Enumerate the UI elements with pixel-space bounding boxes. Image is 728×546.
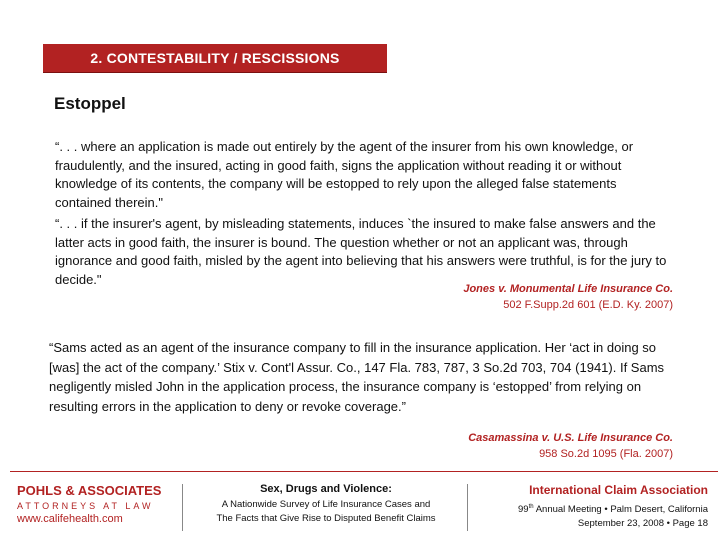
footer-firm-block — [17, 483, 161, 525]
footer-event-block — [468, 483, 708, 531]
citation-jones-reporter: 502 F.Supp.2d 601 (E.D. Ky. 2007) — [503, 299, 673, 311]
footer-separator-left — [182, 484, 183, 531]
section-header-title: 2. CONTESTABILITY / RESCISSIONS — [90, 50, 340, 66]
firm-name: POHLS & ASSOCIATES — [17, 483, 162, 498]
quote-second: “. . . if the insurer's agent, by misleading statements, induces `the insured to make false answers and the latter acts in good faith, the insurer is bound. The question whether or not an applicant was, through ignorance and good faith, misled by the agent into believing that his answers were truthful, is for the jury to decide." — [55, 216, 667, 287]
event-organization: International Claim Association — [529, 483, 708, 497]
citation-jones-case: Jones v. Monumental Life Insurance Co. — [463, 283, 673, 295]
presentation-title: Sex, Drugs and Violence: — [260, 483, 392, 495]
presentation-subtitle-line2: The Facts that Give Rise to Disputed Benefit Claims — [216, 513, 436, 524]
citation-casamassina — [468, 430, 673, 462]
firm-website: www.califehealth.com — [17, 513, 123, 525]
section-header-bar — [43, 44, 387, 72]
citation-jones — [463, 281, 673, 313]
quote-third: “Sams acted as an agent of the insurance company to fill in the insurance application. Her ‘act in doing so [was] the act of the company.’ Stix v. Cont'l Assur. Co., 147 Fla. 783, 787, 3 So.2d 703, 704 (1941). If Sams negligently misled John in the application process, the insurance company is ‘estopped’ from relying on resulting errors in the application to deny or revoke coverage.” — [49, 340, 665, 414]
citation-casamassina-case: Casamassina v. U.S. Life Insurance Co. — [468, 432, 673, 444]
estoppel-heading: Estoppel — [54, 94, 126, 113]
quote-first: “. . . where an application is made out entirely by the agent of the insurer from his own knowledge, or fraudulently, and the insured, acting in good faith, signs the application without reading it or without knowledge of its contents, the company will be estopped to rely upon the alleged false statements contained therein." — [55, 139, 634, 210]
footer-presentation-block — [186, 483, 466, 526]
firm-tagline: ATTORNEYS AT LAW — [17, 501, 154, 511]
event-date-page: September 23, 2008 • Page 18 — [577, 518, 708, 530]
presentation-subtitle-line1: A Nationwide Survey of Life Insurance Cases and — [221, 499, 431, 510]
citation-casamassina-reporter: 958 So.2d 1095 (Fla. 2007) — [539, 448, 673, 460]
footer-divider — [10, 471, 718, 472]
event-meeting: 99th Annual Meeting • Palm Desert, California — [517, 504, 708, 516]
